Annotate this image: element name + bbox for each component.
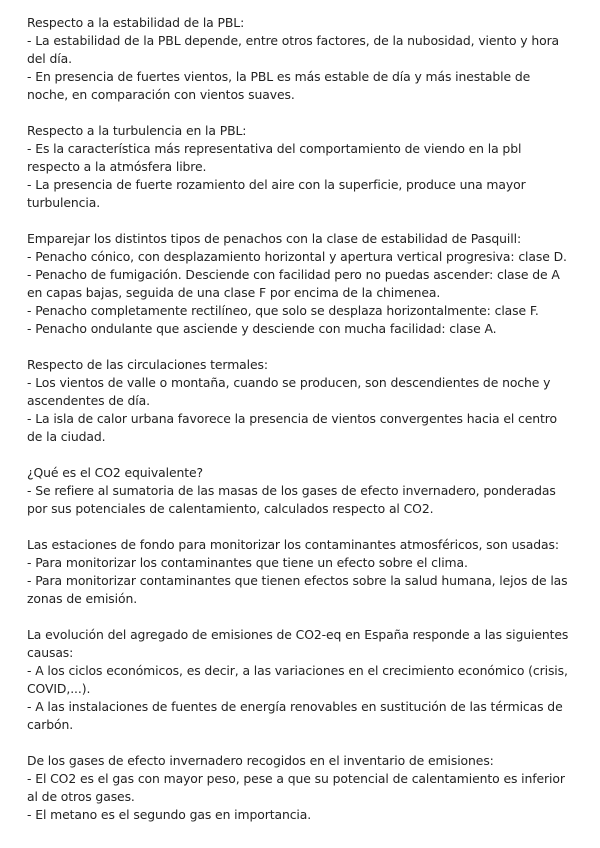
- list-item: - Penacho completamente rectilíneo, que solo se desplaza horizontalmente: clase F.: [27, 303, 539, 318]
- section-greenhouse-gases: [27, 752, 575, 824]
- section-co2-equivalent: [27, 464, 575, 518]
- list-item: - Penacho cónico, con desplazamiento horizontal y apertura vertical progresiva: clase D.: [27, 249, 567, 264]
- document-page: [27, 14, 575, 842]
- section-heading: Respecto a la turbulencia en la PBL:: [27, 123, 247, 138]
- list-item: - Para monitorizar los contaminantes que tiene un efecto sobre el clima.: [27, 555, 468, 570]
- section-pbl-stability: [27, 14, 575, 104]
- section-heading: Emparejar los distintos tipos de penachos con la clase de estabilidad de Pasquill:: [27, 231, 522, 246]
- list-item: - El metano es el segundo gas en importancia.: [27, 807, 312, 822]
- list-item: - Penacho de fumigación. Desciende con facilidad pero no puedas ascender: clase de A en capas bajas, seguida de una clase F por encima de la chimenea.: [27, 267, 560, 300]
- list-item: - El CO2 es el gas con mayor peso, pese a que su potencial de calentamiento es inferior al de otros gases.: [27, 771, 565, 804]
- section-emissions-evolution: [27, 626, 575, 734]
- list-item: - La estabilidad de la PBL depende, entre otros factores, de la nubosidad, viento y hora del día.: [27, 33, 560, 66]
- section-heading: Respecto a la estabilidad de la PBL:: [27, 15, 245, 30]
- section-heading: Las estaciones de fondo para monitorizar los contaminantes atmosféricos, son usadas:: [27, 537, 559, 552]
- list-item: - A las instalaciones de fuentes de energía renovables en sustitución de las térmicas de carbón.: [27, 699, 563, 732]
- list-item: - En presencia de fuertes vientos, la PBL es más estable de día y más inestable de noche, en comparación con vientos suaves.: [27, 69, 531, 102]
- list-item: - Para monitorizar contaminantes que tienen efectos sobre la salud humana, lejos de las zonas de emisión.: [27, 573, 568, 606]
- section-heading: Respecto de las circulaciones termales:: [27, 357, 268, 372]
- list-item: - La presencia de fuerte rozamiento del aire con la superficie, produce una mayor turbulencia.: [27, 177, 526, 210]
- section-heading: De los gases de efecto invernadero recogidos en el inventario de emisiones:: [27, 753, 494, 768]
- list-item: - La isla de calor urbana favorece la presencia de vientos convergentes hacia el centro de la ciudad.: [27, 411, 557, 444]
- section-background-stations: [27, 536, 575, 608]
- list-item: - A los ciclos económicos, es decir, a las variaciones en el crecimiento económico (crisis, COVID,...).: [27, 663, 568, 696]
- section-heading: ¿Qué es el CO2 equivalente?: [27, 465, 203, 480]
- section-pbl-turbulence: [27, 122, 575, 212]
- list-item: - Se refiere al sumatoria de las masas de los gases de efecto invernadero, ponderadas por sus potenciales de calentamiento, calculados respecto al CO2.: [27, 483, 556, 516]
- list-item: - Los vientos de valle o montaña, cuando se producen, son descendientes de noche y ascendentes de día.: [27, 375, 551, 408]
- section-plume-types: [27, 230, 575, 338]
- list-item: - Penacho ondulante que asciende y desciende con mucha facilidad: clase A.: [27, 321, 497, 336]
- list-item: - Es la característica más representativa del comportamiento de viendo en la pbl respecto a la atmósfera libre.: [27, 141, 522, 174]
- section-thermal-circulations: [27, 356, 575, 446]
- section-heading: La evolución del agregado de emisiones de CO2-eq en España responde a las siguientes causas:: [27, 627, 569, 660]
